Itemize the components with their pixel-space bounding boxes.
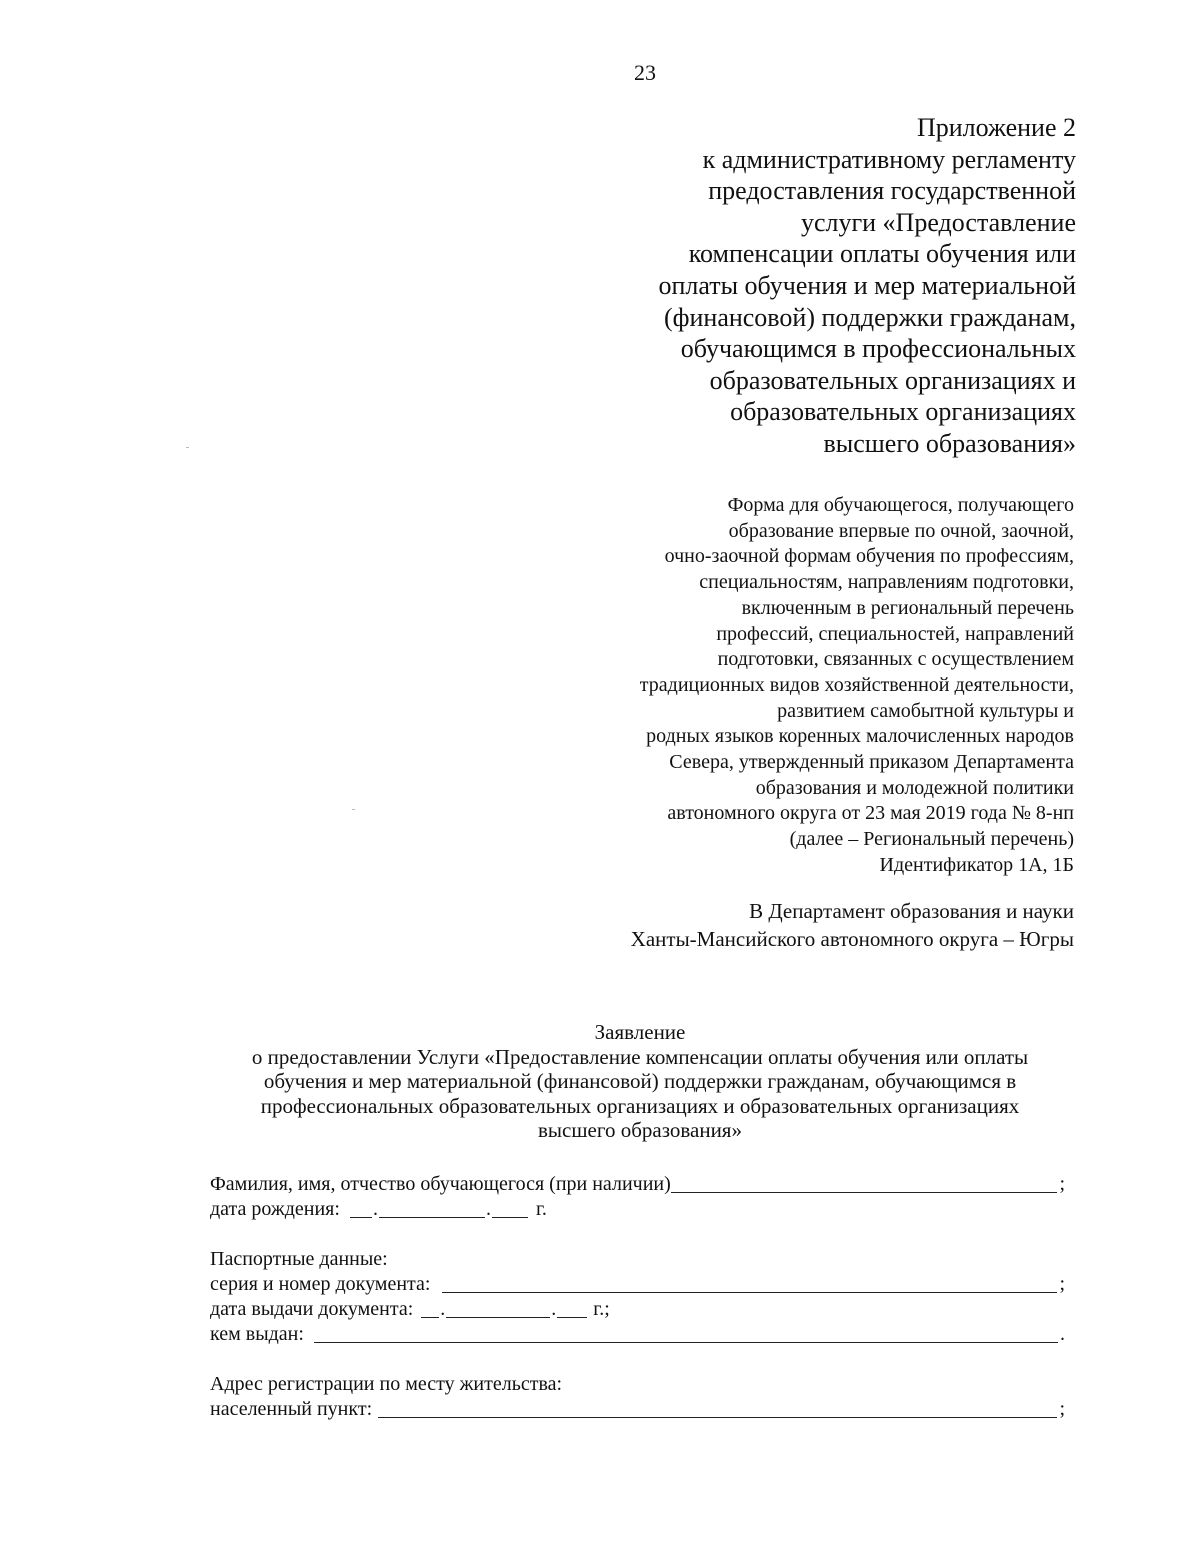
statement-title: Заявление — [594, 1020, 686, 1044]
doc-number-field[interactable] — [442, 1274, 1057, 1293]
page-number: 23 — [634, 60, 656, 85]
form-note-line: образование впервые по очной, заочной, — [728, 519, 1074, 542]
appendix-line: высшего образования» — [823, 428, 1076, 458]
full-name-row — [210, 1172, 1065, 1197]
form-note-line: автономного округа от 23 мая 2019 года № 8-нп — [667, 802, 1074, 825]
appendix-line: предоставления государственной — [708, 176, 1076, 206]
application-form — [210, 1172, 1065, 1422]
addressee-line: Ханты-Мансийского автономного округа – Югры — [630, 927, 1074, 951]
appendix-line: компенсации оплаты обучения или — [688, 239, 1076, 269]
appendix-line: образовательных организациях и — [709, 365, 1076, 395]
form-note-line: включенным в региональный перечень — [741, 596, 1074, 619]
issue-date-row — [210, 1297, 1065, 1322]
appendix-line: к административному регламенту — [702, 144, 1076, 174]
issued-by-field[interactable] — [314, 1324, 1058, 1343]
period: . — [1060, 1323, 1065, 1345]
issue-month-field[interactable] — [446, 1299, 550, 1318]
appendix-header — [556, 112, 1076, 460]
doc-number-row — [210, 1272, 1065, 1297]
full-name-field[interactable] — [671, 1174, 1058, 1193]
appendix-line: Приложение 2 — [916, 113, 1076, 142]
appendix-line: услуги «Предоставление — [800, 207, 1076, 237]
statement-line: о предоставлении Услуги «Предоставление компенсации оплаты обучения или оплаты — [251, 1044, 1029, 1069]
addressee-line: В Департамент образования и науки — [749, 899, 1074, 923]
appendix-line: обучающимся в профессиональных — [680, 334, 1076, 364]
address-heading-row — [210, 1372, 1065, 1397]
scan-speck — [186, 447, 189, 448]
form-note-line: (далее – Региональный перечень) — [789, 828, 1074, 851]
passport-heading: Паспортные данные: — [210, 1248, 388, 1270]
semicolon: ; — [1059, 1398, 1065, 1420]
locality-field[interactable] — [378, 1399, 1057, 1418]
form-note-line: специальностям, направлениям подготовки, — [699, 571, 1074, 594]
form-note-line: Севера, утвержденный приказом Департамента — [669, 751, 1074, 774]
issued-by-label: кем выдан: — [210, 1323, 304, 1345]
date-separator: . — [440, 1298, 446, 1320]
semicolon: ; — [1059, 1273, 1065, 1295]
date-separator: . — [372, 1198, 378, 1220]
full-name-label: Фамилия, имя, отчество обучающегося (при наличии) — [210, 1173, 671, 1195]
form-note-line: родных языков коренных малочисленных народов — [646, 725, 1074, 748]
date-separator: . — [485, 1198, 491, 1220]
year-suffix: г. — [535, 1198, 547, 1220]
birth-day-field[interactable] — [350, 1199, 372, 1218]
form-note-line: очно-заочной формам обучения по профессиям, — [664, 545, 1074, 568]
form-note-line: Форма для обучающегося, получающего — [727, 494, 1074, 516]
issued-by-row — [210, 1322, 1065, 1347]
birth-date-row — [210, 1197, 1065, 1222]
doc-number-label: серия и номер документа: — [210, 1273, 431, 1295]
form-note-line: профессий, специальностей, направлений — [716, 622, 1074, 645]
birth-year-field[interactable] — [492, 1199, 528, 1218]
form-note-line: традиционных видов хозяйственной деятельности, — [639, 673, 1074, 696]
issue-year-field[interactable] — [557, 1299, 587, 1318]
statement-line: профессиональных образовательных организациях и образовательных организациях — [260, 1093, 1020, 1118]
statement-heading — [200, 1020, 1080, 1143]
date-separator: . — [551, 1298, 557, 1320]
issue-day-field[interactable] — [421, 1299, 439, 1318]
issue-date-label: дата выдачи документа: — [210, 1298, 414, 1320]
birth-date-label: дата рождения: — [210, 1198, 340, 1220]
semicolon: ; — [1059, 1173, 1065, 1195]
birth-month-field[interactable] — [379, 1199, 485, 1218]
addressee — [514, 897, 1074, 953]
appendix-line: оплаты обучения и мер материальной — [658, 270, 1076, 300]
scan-speck — [352, 809, 355, 810]
form-note-line: образования и молодежной политики — [755, 776, 1074, 799]
address-heading: Адрес регистрации по месту жительства: — [210, 1373, 563, 1395]
appendix-line: образовательных организациях — [730, 397, 1076, 427]
locality-label: населенный пункт: — [210, 1398, 373, 1420]
statement-line: обучения и мер материальной (финансовой) поддержки гражданам, обучающимся в — [263, 1069, 1017, 1094]
appendix-line: (финансовой) поддержки гражданам, — [663, 302, 1076, 332]
form-note-line: Идентификатор 1А, 1Б — [879, 853, 1074, 876]
locality-row — [210, 1397, 1065, 1422]
form-note — [514, 493, 1074, 879]
form-note-line: подготовки, связанных с осуществлением — [717, 648, 1074, 671]
issue-year-suffix: г.; — [593, 1298, 610, 1320]
passport-heading-row — [210, 1247, 1065, 1272]
statement-line: высшего образования» — [538, 1118, 742, 1143]
form-note-line: развитием самобытной культуры и — [777, 699, 1074, 722]
